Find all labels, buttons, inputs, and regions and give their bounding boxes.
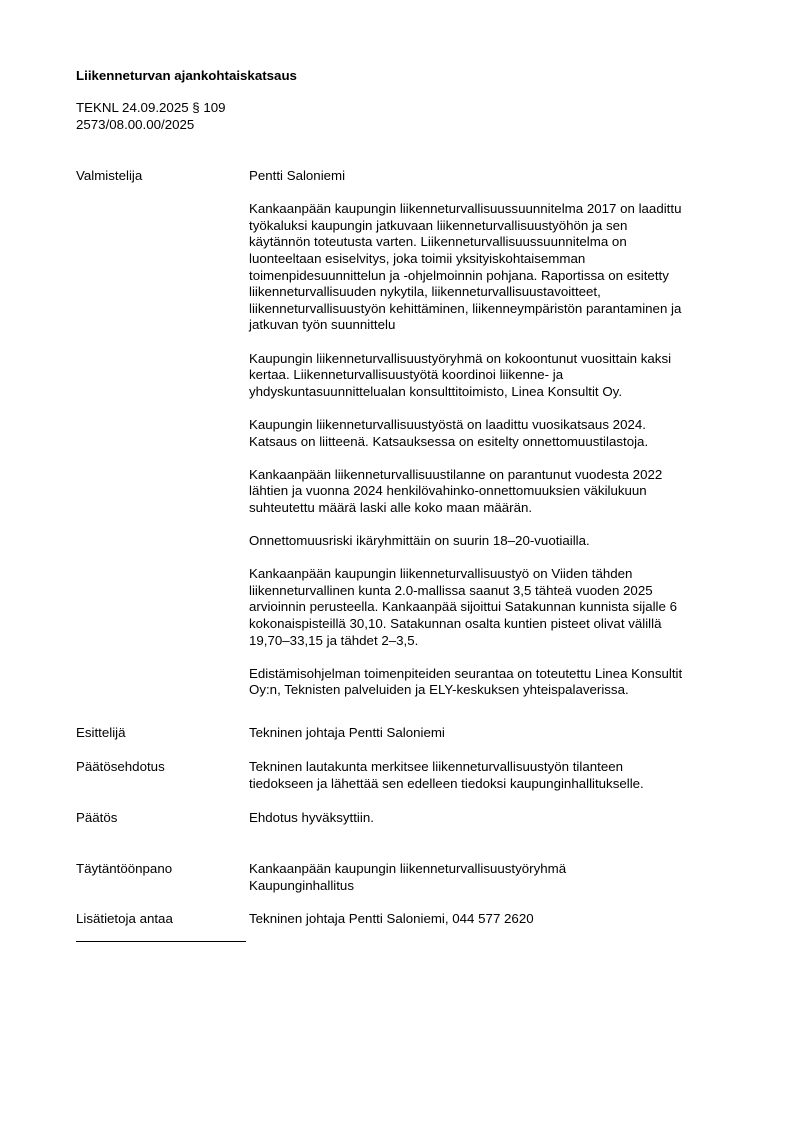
text-line: jatkuvan työn suunnittelu [249,317,396,333]
preparer-name: Pentti Saloniemi [249,168,346,183]
section-content [249,911,737,928]
text-line: Katsaus on liitteenä. Katsauksessa on esitelty onnettomuustilastoja. [249,433,649,449]
body-paragraph [249,351,737,401]
section-content [249,810,737,827]
body-paragraph [249,467,737,517]
meeting-reference: TEKNL 24.09.2025 § 109 [76,100,226,115]
text-line: Kankaanpään liikenneturvallisuustilanne on parantunut vuodesta 2022 [249,466,663,482]
text-line: Kaupungin liikenneturvallisuustyöstä on laadittu vuosikatsaus 2024. [249,416,646,432]
section-label: Päätösehdotus [76,759,165,774]
text-line: Kankaanpään kaupungin liikenneturvallisuussuunnitelma 2017 on laadittu [249,201,682,217]
text-line: lähtien ja vuonna 2024 henkilövahinko-onnettomuuksien väkilukuun [249,483,647,499]
text-line: liikenneturvallinen kunta 2.0-mallissa saanut 3,5 tähteä vuoden 2025 [249,582,653,598]
text-line: Kankaanpään kaupungin liikenneturvallisuustyöryhmä [249,861,567,876]
footer-divider [76,941,246,942]
text-line: Ehdotus hyväksyttiin. [249,810,374,825]
body-paragraph [249,666,737,699]
section-label: Lisätietoja antaa [76,911,173,926]
text-line: Tekninen johtaja Pentti Saloniemi [249,725,445,740]
section-content [249,759,737,792]
text-line: Kaupunginhallitus [249,877,354,893]
text-line: suhteutettu määrä laski alle koko maan määrän. [249,499,533,515]
text-line: Oy:n, Teknisten palveluiden ja ELY-keskuksen yhteispalaverissa. [249,682,629,698]
case-number: 2573/08.00.00/2025 [76,116,195,132]
text-line: liikenneturvallisuustyön kehittäminen, liikenneympäristön parantaminen ja [249,300,682,316]
body-paragraph [249,533,737,550]
body-paragraph [249,566,737,649]
section-label: Esittelijä [76,725,126,740]
section-label: Täytäntöönpano [76,861,173,876]
text-line: toimenpidesuunnittelun ja -ohjelmoinnin pohjana. Raportissa on esitetty [249,267,669,283]
section-content [249,725,737,742]
text-line: Kaupungin liikenneturvallisuustyöryhmä on kokoontunut vuosittain kaksi [249,350,672,366]
text-line: Onnettomuusriski ikäryhmittäin on suurin 18–20-vuotiailla. [249,533,590,549]
text-line: luonteeltaan esiselvitys, joka toimii yksityiskohtaisemman [249,250,586,266]
text-line: yhdyskuntasuunnittelualan konsulttitoimisto, Linea Konsultit Oy. [249,383,623,399]
section-content [249,861,737,894]
text-line: Tekninen johtaja Pentti Saloniemi, 044 577 2620 [249,911,534,926]
text-line: Edistämisohjelman toimenpiteiden seurantaa on toteutettu Linea Konsultit [249,665,683,681]
text-line: arvioinnin perusteella. Kankaanpää sijoittui Satakunnan kunnista sijalle 6 [249,599,677,615]
section-label: Päätös [76,810,118,825]
text-line: tiedokseen ja lähettää sen edelleen tiedoksi kaupunginhallitukselle. [249,775,644,791]
text-line: kokonaispisteillä 30,10. Satakunnan osalta kuntien pisteet olivat välillä [249,616,662,632]
body-paragraph [249,417,737,450]
body-paragraph [249,201,737,334]
text-line: työkaluksi kaupungin jatkuvaan liikenneturvallisuustyöhön ja sen [249,217,628,233]
text-line: käytännön toteutusta varten. Liikenneturvallisuussuunnitelma on [249,234,627,250]
text-line: Kankaanpään kaupungin liikenneturvallisuustyö on Viiden tähden [249,566,633,582]
section-label: Valmistelija [76,168,143,183]
section-content [249,168,737,699]
text-line: 19,70–33,15 ja tähdet 2–3,5. [249,632,419,648]
text-line: Tekninen lautakunta merkitsee liikenneturvallisuustyön tilanteen [249,759,624,774]
text-line: liikenneturvallisuuden nykytila, liikenneturvallisuustavoitteet, [249,284,601,300]
text-line: kertaa. Liikenneturvallisuustyötä koordinoi liikenne- ja [249,367,564,383]
document-meta [76,100,226,133]
document-title: Liikenneturvan ajankohtaiskatsaus [76,68,297,83]
